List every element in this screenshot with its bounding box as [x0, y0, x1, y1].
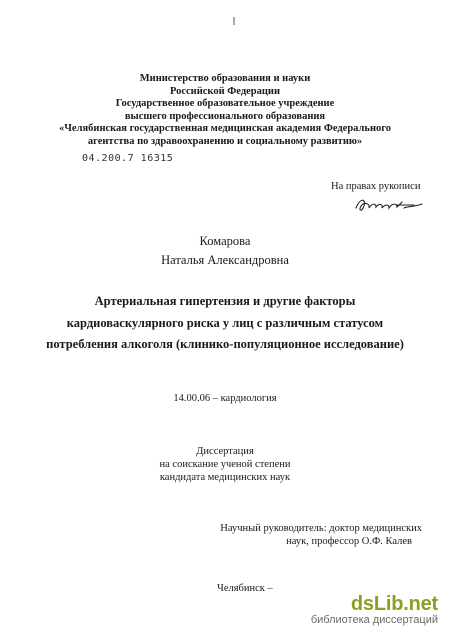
watermark-logo[interactable]: dsLib.net	[350, 593, 438, 615]
author-surname: Комарова	[199, 234, 251, 248]
city-year: Челябинск –	[217, 583, 273, 594]
header-line: агентства по здравоохранению и социальному развитию»	[87, 135, 363, 147]
degree-line: на соискание ученой степени	[159, 459, 291, 470]
title-line: кардиоваскулярного риска у лиц с различным статусом	[66, 315, 384, 330]
watermark[interactable]	[311, 594, 438, 627]
advisor-line: Научный руководитель: доктор медицинских	[220, 523, 422, 534]
registration-stamp: 04.200.7 16315	[82, 153, 174, 164]
scientific-advisor-block	[0, 522, 450, 548]
header-line: «Челябинская государственная медицинская академия Федерального	[58, 123, 392, 135]
scan-speck	[233, 17, 235, 25]
header-line: высшего профессионального образования	[124, 110, 326, 122]
header-line: Министерство образования и науки	[139, 73, 311, 84]
manuscript-rights-label: На правах рукописи	[331, 181, 421, 192]
handwritten-signature	[352, 194, 427, 216]
header-line: Государственное образовательное учреждение	[115, 98, 335, 110]
watermark-subtitle: библиотека диссертаций	[310, 614, 438, 626]
dissertation-degree-block	[0, 445, 450, 484]
dissertation-title	[0, 291, 450, 356]
institution-header	[0, 73, 450, 149]
author-block	[0, 232, 450, 270]
title-line: Артериальная гипертензия и другие факторы	[94, 294, 356, 308]
degree-line: кандидата медицинских наук	[159, 472, 291, 483]
title-line: потребления алкоголя (клинико-популяционное исследование)	[46, 337, 404, 351]
author-name: Наталья Александровна	[161, 253, 289, 267]
specialty-code: 14.00.06 – кардиология	[173, 393, 277, 404]
advisor-line: наук, профессор О.Ф. Калев	[286, 536, 412, 547]
header-line: Российской Федерации	[169, 85, 281, 97]
degree-line: Диссертация	[196, 446, 254, 457]
